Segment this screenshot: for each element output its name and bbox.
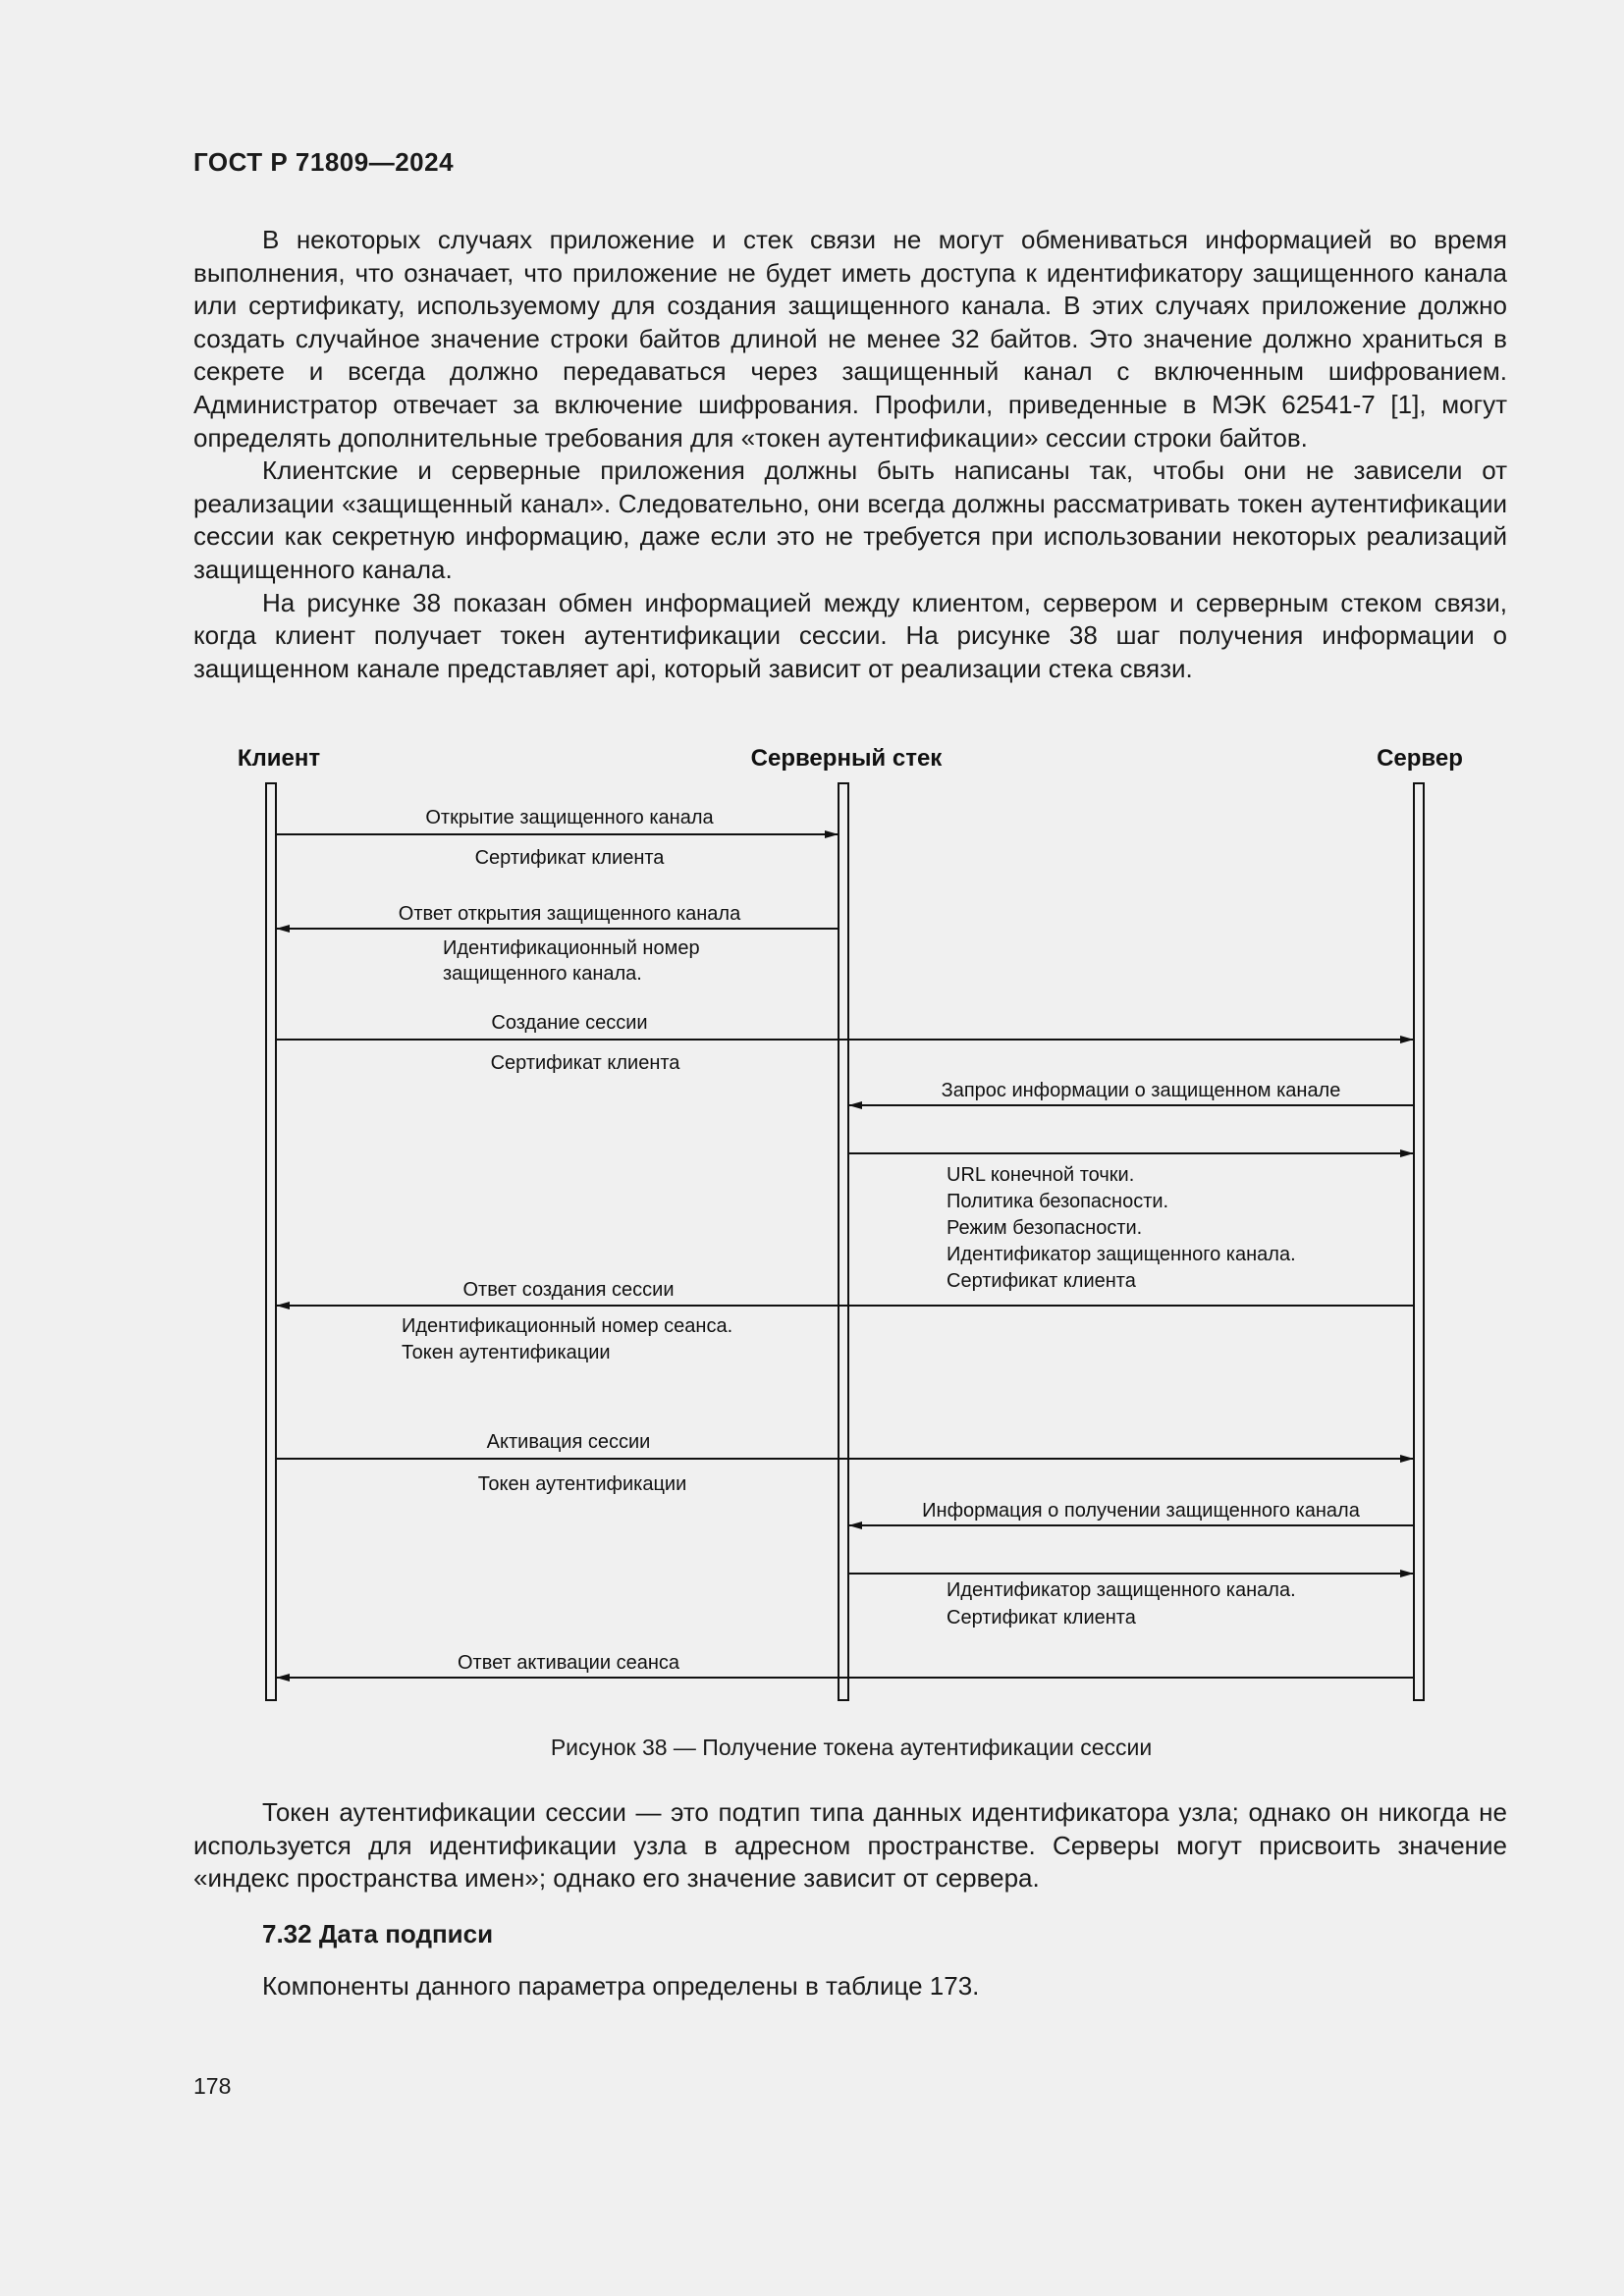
message-create-session-response — [276, 1279, 1414, 1363]
section-text: Компоненты данного параметра определены в таблице 173. — [262, 1971, 980, 2001]
message-detail: Сертификат клиента — [947, 1607, 1136, 1629]
page-number: 178 — [193, 2073, 232, 2099]
paragraph: На рисунке 38 показан обмен информацией между клиентом, сервером и серверным стеком связи, когда клиент получает токен аутентификации сессии. На рисунке 38 шаг получения информации о защищенном канале представляет api, который зависит от реализации стека связи. — [193, 587, 1507, 683]
lifeline-server — [1414, 783, 1424, 1700]
paragraph: В некоторых случаях приложение и стек связи не могут обмениваться информацией во время выполнения, что означает, что приложение не будет иметь доступа к идентификатору защищенного канала или сертификату, используемому для создания защищенного канала. В этих случаях приложение должно создать случайное значение строки байтов длиной не менее 32 байтов. Это значение должно храниться в секрете и всегда должно передаваться через защищенный канал с включенным шифрованием. Администратор отвечает за включение шифрования. Профили, приведенные в МЭК 62541-7 [1], могут определять дополнительные требования для «токен аутентификации» сессии строки байтов. — [193, 225, 1507, 453]
document-header: ГОСТ Р 71809—2024 — [193, 147, 455, 177]
message-detail: Идентификационный номер — [443, 937, 700, 959]
message-detail: защищенного канала. — [443, 963, 642, 985]
message-get-secure-channel-info-2 — [848, 1500, 1414, 1525]
lane-title-server: Сервер — [1377, 745, 1463, 772]
message-detail: Сертификат клиента — [947, 1270, 1136, 1292]
figure-caption: Рисунок 38 — Получение токена аутентификации сессии — [550, 1735, 1153, 1760]
message-label: Ответ создания сессии — [462, 1279, 675, 1301]
message-label: Ответ открытия защищенного канала — [398, 903, 741, 925]
message-detail: Токен аутентификации — [402, 1342, 611, 1363]
paragraph: Токен аутентификации сессии — это подтип типа данных идентификатора узла; однако он никогда не используется для идентификации узла в адресном пространстве. Серверы могут присвоить значение «индекс пространства имен»; однако его значение зависит от сервера. — [193, 1797, 1507, 1894]
section-heading: 7.32 Дата подписи — [262, 1919, 494, 1949]
message-detail: Сертификат клиента — [474, 847, 665, 869]
message-activate-session-response — [276, 1652, 1414, 1678]
closing-text — [193, 1796, 1507, 1896]
message-open-secure-channel-response — [276, 903, 839, 985]
message-label: Открытие защищенного канала — [425, 807, 714, 828]
paragraph: Клиентские и серверные приложения должны быть написаны так, чтобы они не зависели от реализации «защищенный канал». Следовательно, они всегда должны рассматривать токен аутентификации сессии как секретную информацию, даже если это не требуется при использовании некоторых реализаций защищенного канала. — [193, 455, 1507, 584]
message-open-secure-channel — [276, 807, 839, 869]
message-secure-channel-info-return — [848, 1153, 1414, 1292]
message-create-session — [276, 1012, 1414, 1074]
message-label: Создание сессии — [491, 1012, 648, 1034]
lane-title-server-stack: Серверный стек — [750, 745, 943, 772]
message-detail: Политика безопасности. — [947, 1191, 1169, 1212]
message-get-secure-channel-info — [848, 1080, 1414, 1105]
message-label: Запрос информации о защищенном канале — [941, 1080, 1341, 1101]
message-secure-channel-info-return-2 — [848, 1574, 1414, 1629]
message-label: Информация о получении защищенного канала — [922, 1500, 1360, 1522]
message-label: Ответ активации сеанса — [457, 1652, 680, 1674]
lifeline-server-stack — [839, 783, 848, 1700]
message-label: Активация сессии — [486, 1431, 651, 1453]
message-activate-session — [276, 1431, 1414, 1495]
lifeline-client — [266, 783, 276, 1700]
lane-title-client: Клиент — [237, 745, 321, 772]
message-detail: Токен аутентификации — [477, 1473, 687, 1495]
message-detail: Режим безопасности. — [947, 1217, 1143, 1239]
message-detail: Сертификат клиента — [490, 1052, 680, 1074]
message-detail: Идентификатор защищенного канала. — [947, 1579, 1296, 1601]
message-detail: Идентификатор защищенного канала. — [947, 1244, 1296, 1265]
message-detail: URL конечной точки. — [947, 1164, 1135, 1186]
message-detail: Идентификационный номер сеанса. — [402, 1315, 733, 1337]
